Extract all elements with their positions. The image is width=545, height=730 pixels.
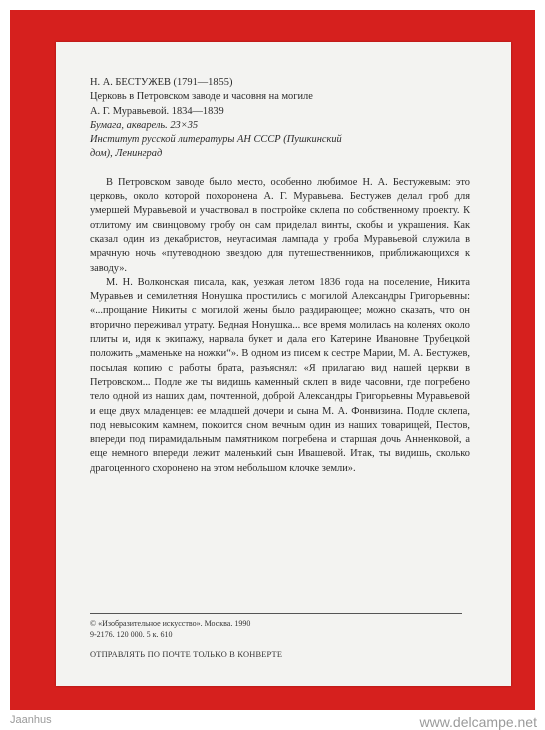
- paragraph-2: М. Н. Волконская писала, как, уезжая летом 1836 года на поселение, Никита Муравьев и семилетняя Нонушка простились с могилой Александры Григорьевны: «...прощание Никиты с могилой жены было раздирающее; можно сказать, что он вторично переживал утрату. Бедная Нонушка... все время молилась на коленях около плиты и, идя к экипажу, нарвала букет и дала его Катерине Ивановне Трубецкой положить „маменьке на ножки“». В одном из писем к сестре Марии, М. А. Бестужев, посылая копию с работы брата, разъяснял: «Я прилагаю вид нашей церкви в Петровском... Подле же ты видишь каменный склеп в виде часовни, где погребено тело одной из наших дам, почтенной, доброй Александры Григорьевны Муравьевой и еще двух младенцев: ее младшей дочери и сына М. А. Фонвизина. Подле склепа, под невысоким камнем, покоится сном вечным один из наших товарищей, Пестов, впереди под пирамидальным памятником погребена и старшая дочь Анненковой, а еще немного впереди лежит маленький сын Ивашевой. Итак, ты видишь, сколько драгоценного схоронено на этом небольшом клочке земли».: [90, 276, 470, 474]
- print-codes: 9-2176. 120 000. 5 к. 610: [90, 630, 173, 639]
- divider-line: [90, 613, 462, 614]
- seller-watermark: Jaanhus: [10, 714, 52, 726]
- mailing-note: ОТПРАВЛЯТЬ ПО ПОЧТЕ ТОЛЬКО В КОНВЕРТЕ: [90, 650, 283, 659]
- artwork-caption: [90, 76, 470, 162]
- title-line-1: Церковь в Петровском заводе и часовня на могиле: [90, 91, 313, 103]
- postcard-back: [56, 42, 511, 686]
- card-content: [90, 76, 470, 476]
- author-line: Н. А. БЕСТУЖЕВ (1791—1855): [90, 77, 233, 88]
- institution-line-2: дом), Ленинград: [90, 148, 163, 160]
- publisher-footer: [90, 618, 470, 640]
- institution-line-1: Институт русской литературы АН СССР (Пушкинский: [90, 134, 342, 146]
- publisher-line: © «Изобразительное искусство». Москва. 1990: [90, 619, 251, 628]
- paragraph-1: В Петровском заводе было место, особенно любимое Н. А. Бестужевым: это церковь, около которой похоронена А. Г. Муравьева. Бестужев делал гроб для умершей Муравьевой и участвовал в постройке склепа по собственному проекту. К отлитому им свинцовому гробу он сам приделал винты, скобы и украшения. Как сказал один из декабристов, неугасимая лампада у гроба Муравьевой служила в мрачную ночь «путеводною звездою для путешественников, приближающихся к заводу».: [90, 176, 470, 274]
- title-line-2: А. Г. Муравьевой. 1834—1839: [90, 105, 224, 117]
- site-watermark: www.delcampe.net: [419, 714, 537, 730]
- medium-line: Бумага, акварель. 23×35: [90, 119, 199, 131]
- description-text: [90, 176, 470, 476]
